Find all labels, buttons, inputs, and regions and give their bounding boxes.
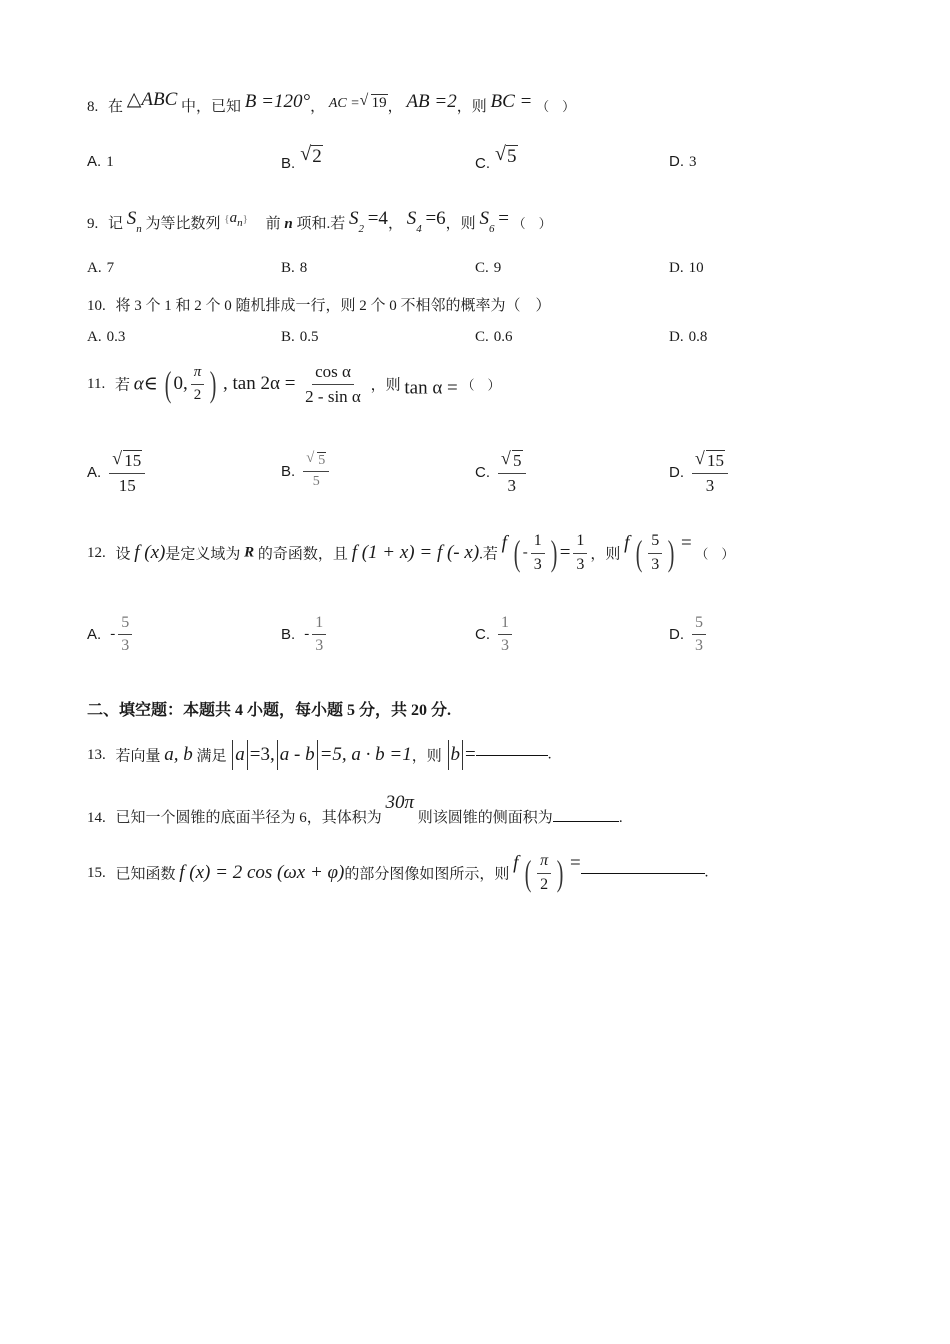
separator: ，则 (456, 99, 487, 115)
option-b (281, 145, 323, 173)
real-set-symbol: R (244, 544, 255, 561)
tan-expression: , tan 2α = (223, 373, 296, 395)
paren-open: ( (164, 364, 171, 405)
question-text: 则该圆锥的侧面积为 (417, 810, 553, 826)
paren-open: ( (524, 853, 532, 893)
radicand: 5 (318, 453, 326, 468)
question-number: 14. (87, 810, 106, 826)
fraction-numerator: 5 (648, 532, 662, 553)
option-label: C. (475, 464, 490, 482)
volume-value: 30π (385, 792, 415, 813)
option-label: C. (475, 155, 490, 172)
equals-sign: = (498, 208, 509, 229)
fraction-numerator: cos α (312, 362, 354, 385)
answer-paren: （ ） (512, 216, 552, 231)
fraction-numerator: 1 (312, 614, 326, 635)
option-value: 0.6 (493, 329, 513, 345)
fraction-numerator: π (537, 852, 551, 873)
answer-blank[interactable] (581, 873, 705, 874)
radicand: 5 (507, 146, 517, 167)
option-a (87, 614, 135, 656)
option-b (281, 614, 329, 656)
fraction-denominator: 3 (576, 555, 585, 573)
question-text: 前 (265, 216, 281, 232)
fraction-denominator: 3 (315, 637, 324, 655)
fraction (692, 614, 706, 656)
fraction (109, 450, 145, 495)
radicand: 2 (312, 146, 322, 167)
subscript: n (237, 217, 243, 229)
sum-symbol: S (126, 208, 137, 229)
fraction-denominator: 5 (312, 474, 320, 490)
question-14 (87, 792, 623, 827)
question-number: 12. (87, 544, 106, 561)
fraction-numerator: 5 (692, 614, 706, 635)
question-text: ，则 (590, 546, 621, 563)
fraction-numerator: π (191, 364, 205, 384)
question-text: 满足 (196, 748, 227, 765)
condition-ac: AC = (328, 96, 360, 111)
separator: ， (310, 99, 326, 115)
ask-expression: BC = (490, 91, 533, 112)
vector-names: a, b (164, 744, 193, 765)
option-label: A. (87, 153, 102, 170)
fraction (191, 364, 205, 404)
question-text: 若向量 (115, 748, 161, 765)
condition-value: =6 (425, 208, 446, 229)
variable-n: n (284, 216, 293, 232)
fraction-denominator: 3 (507, 475, 516, 495)
question-number: 10. (87, 298, 106, 314)
option-label: C. (475, 626, 490, 644)
option-c (475, 614, 515, 656)
question-text: .若 (479, 546, 498, 563)
option-label: A. (87, 464, 102, 482)
fraction (531, 532, 545, 574)
abs-bar (247, 740, 248, 770)
option-b (281, 260, 307, 277)
fraction-denominator: 3 (651, 555, 660, 573)
fraction (302, 362, 364, 406)
paren-open: ( (513, 533, 520, 573)
option-c (475, 450, 529, 495)
fraction-numerator: 5 (118, 614, 132, 635)
sqrt-expression (501, 450, 523, 471)
paren-close: ) (209, 364, 217, 405)
fraction (648, 532, 662, 574)
radicand: 19 (371, 95, 387, 111)
option-d (669, 260, 704, 277)
function-expression: f (x) = 2 cos (ωx + φ) (179, 862, 345, 883)
option-b (281, 329, 319, 346)
option-value: 0.5 (299, 329, 319, 345)
vector-difference: a - b (279, 744, 315, 765)
question-text: 在 (108, 99, 124, 115)
period: . (618, 810, 623, 826)
option-label: B. (281, 626, 296, 644)
question-11 (87, 362, 501, 406)
function-symbol: f (513, 852, 519, 874)
question-text: 若 (114, 377, 130, 394)
option-value: 0.3 (106, 329, 126, 345)
radicand: 15 (124, 451, 142, 470)
question-text: ，则 (411, 748, 442, 765)
function-symbol: f (624, 532, 630, 554)
membership-expression: α∈ (133, 373, 158, 395)
section-heading: 二、填空题：本题共 4 小题，每小题 5 分，共 20 分. (87, 702, 452, 719)
fraction (118, 614, 132, 656)
option-label: C. (475, 260, 489, 276)
question-text: ，则 (370, 377, 401, 394)
option-c (475, 260, 501, 277)
option-b (281, 452, 332, 490)
option-label: B. (281, 462, 296, 480)
question-12 (87, 532, 734, 574)
subscript: 6 (488, 223, 495, 235)
fraction-numerator (109, 450, 145, 474)
option-a (87, 260, 114, 277)
question-text: 设 (115, 546, 131, 563)
fraction-denominator: 2 - sin α (305, 386, 361, 406)
question-9 (87, 208, 552, 235)
sum-symbol: S (406, 208, 417, 229)
option-label: D. (669, 329, 684, 345)
question-number: 11. (87, 375, 106, 392)
sqrt-expression (300, 145, 323, 168)
option-value: 8 (299, 260, 308, 276)
brace-open: { (224, 213, 230, 225)
condition-value: =5, a · b =1 (319, 744, 412, 765)
option-a (87, 450, 148, 495)
function-symbol: f (501, 532, 507, 554)
fraction (537, 852, 551, 894)
option-d (669, 153, 697, 171)
sign: - (304, 626, 310, 643)
fraction-numerator (498, 450, 526, 474)
vector-a: a (235, 744, 245, 765)
fraction (312, 614, 326, 656)
fraction-numerator: 1 (531, 532, 545, 553)
option-label: D. (669, 153, 684, 170)
answer-paren: （ ） (461, 377, 501, 393)
option-d (669, 614, 709, 656)
sign: - (110, 626, 116, 643)
question-text: 已知一个圆锥的底面半径为 6，其体积为 (115, 810, 382, 826)
radicand: 15 (707, 451, 724, 470)
abs-bar (462, 740, 463, 770)
question-15 (87, 852, 708, 894)
option-label: D. (669, 626, 684, 644)
function-expression: f (x) (134, 542, 166, 563)
paren-open: ( (635, 533, 643, 573)
sqrt-expression (695, 450, 725, 471)
option-value: 10 (688, 260, 704, 276)
abs-bar (448, 740, 449, 770)
minus-sign: - (522, 544, 528, 561)
separator: ， (387, 99, 403, 115)
fraction-denominator: 3 (121, 637, 130, 655)
option-c (475, 145, 518, 173)
fraction (692, 450, 728, 495)
fraction (573, 532, 587, 574)
ask-expression: tan α = (404, 377, 458, 399)
paren-close: ) (556, 853, 564, 893)
option-value: 9 (493, 260, 502, 276)
option-value: 1 (106, 154, 114, 170)
option-label: B. (281, 329, 295, 345)
fraction-denominator: 3 (705, 475, 715, 495)
option-label: B. (281, 260, 295, 276)
fraction-denominator: 3 (695, 637, 703, 655)
fraction-numerator (303, 452, 329, 472)
option-label: A. (87, 260, 102, 276)
sqrt-expression (360, 94, 388, 112)
condition-value: =3, (249, 744, 275, 765)
question-number: 8. (87, 99, 99, 115)
question-text: 中，已知 (181, 99, 242, 115)
fraction-denominator: 2 (540, 875, 549, 893)
abs-bar (277, 740, 278, 770)
question-text: 为等比数列 (145, 216, 221, 232)
option-c (475, 329, 513, 346)
fraction-numerator: 1 (498, 614, 512, 635)
question-10 (87, 294, 551, 315)
equals-sign: = (680, 532, 692, 554)
option-a (87, 153, 114, 171)
sum-symbol: S (348, 208, 359, 229)
fraction (498, 450, 526, 495)
sum-symbol: S (479, 208, 489, 229)
sqrt-expression (112, 450, 142, 471)
paren-close: ) (667, 533, 675, 573)
sqrt-expression (495, 145, 518, 168)
fraction (303, 452, 329, 490)
interval-start: 0, (173, 373, 188, 395)
option-d (669, 450, 731, 495)
question-8 (87, 88, 575, 116)
option-label: A. (87, 626, 102, 644)
equals-sign: = (569, 852, 581, 874)
equals-sign: = (559, 542, 571, 563)
triangle-label: △ABC (126, 89, 178, 110)
question-text: 的部分图像如图所示，则 (344, 866, 510, 883)
answer-blank[interactable] (553, 821, 619, 822)
subscript: 4 (416, 223, 422, 235)
question-number: 15. (87, 864, 106, 881)
subscript: 2 (358, 223, 364, 235)
vector-b: b (450, 744, 460, 765)
answer-blank[interactable] (476, 755, 548, 756)
period: . (704, 864, 709, 881)
fraction-denominator: 3 (533, 555, 542, 573)
abs-bar (317, 740, 318, 770)
subscript: n (136, 223, 142, 235)
fraction-denominator: 2 (193, 386, 202, 403)
fraction-denominator: 15 (118, 475, 136, 495)
radicand: 5 (513, 451, 522, 470)
answer-paren: （ ） (536, 99, 576, 114)
question-number: 13. (87, 746, 106, 763)
option-label: D. (669, 260, 684, 276)
question-text: 将 3 个 1 和 2 个 0 随机排成一行，则 2 个 0 不相邻的概率为（ ） (115, 298, 551, 314)
period: . (547, 746, 552, 763)
answer-paren: （ ） (695, 546, 735, 562)
question-number: 9. (87, 216, 99, 232)
paren-close: ) (550, 533, 557, 573)
separator: ，则 (445, 216, 476, 232)
fraction-denominator: 3 (501, 637, 509, 655)
option-label: C. (475, 329, 489, 345)
abs-bar (232, 740, 233, 770)
question-text: 已知函数 (115, 866, 176, 883)
option-a (87, 329, 125, 346)
option-value: 7 (106, 260, 115, 276)
question-text: 记 (108, 216, 124, 232)
fraction (498, 614, 512, 656)
sequence-term: a (229, 210, 238, 226)
fraction-numerator (692, 450, 728, 474)
sqrt-expression (306, 452, 326, 469)
functional-equation: f (1 + x) = f (- x) (351, 542, 480, 563)
option-label: D. (669, 464, 684, 482)
condition-ab: AB =2 (406, 91, 457, 112)
option-label: A. (87, 329, 102, 345)
option-value: 0.8 (688, 329, 708, 345)
option-label: B. (281, 155, 296, 172)
question-text: 的奇函数，且 (257, 546, 348, 563)
option-value: 3 (689, 154, 697, 170)
brace-close: } (242, 213, 248, 225)
question-13 (87, 740, 551, 770)
condition-angle: B =120° (244, 91, 311, 112)
option-d (669, 329, 707, 346)
fraction-numerator: 1 (573, 532, 587, 553)
question-text: 是定义域为 (165, 546, 241, 563)
equals-sign: = (465, 744, 476, 765)
separator: ， (387, 216, 403, 232)
question-text: 项和.若 (296, 216, 346, 232)
condition-value: =4 (367, 208, 388, 229)
